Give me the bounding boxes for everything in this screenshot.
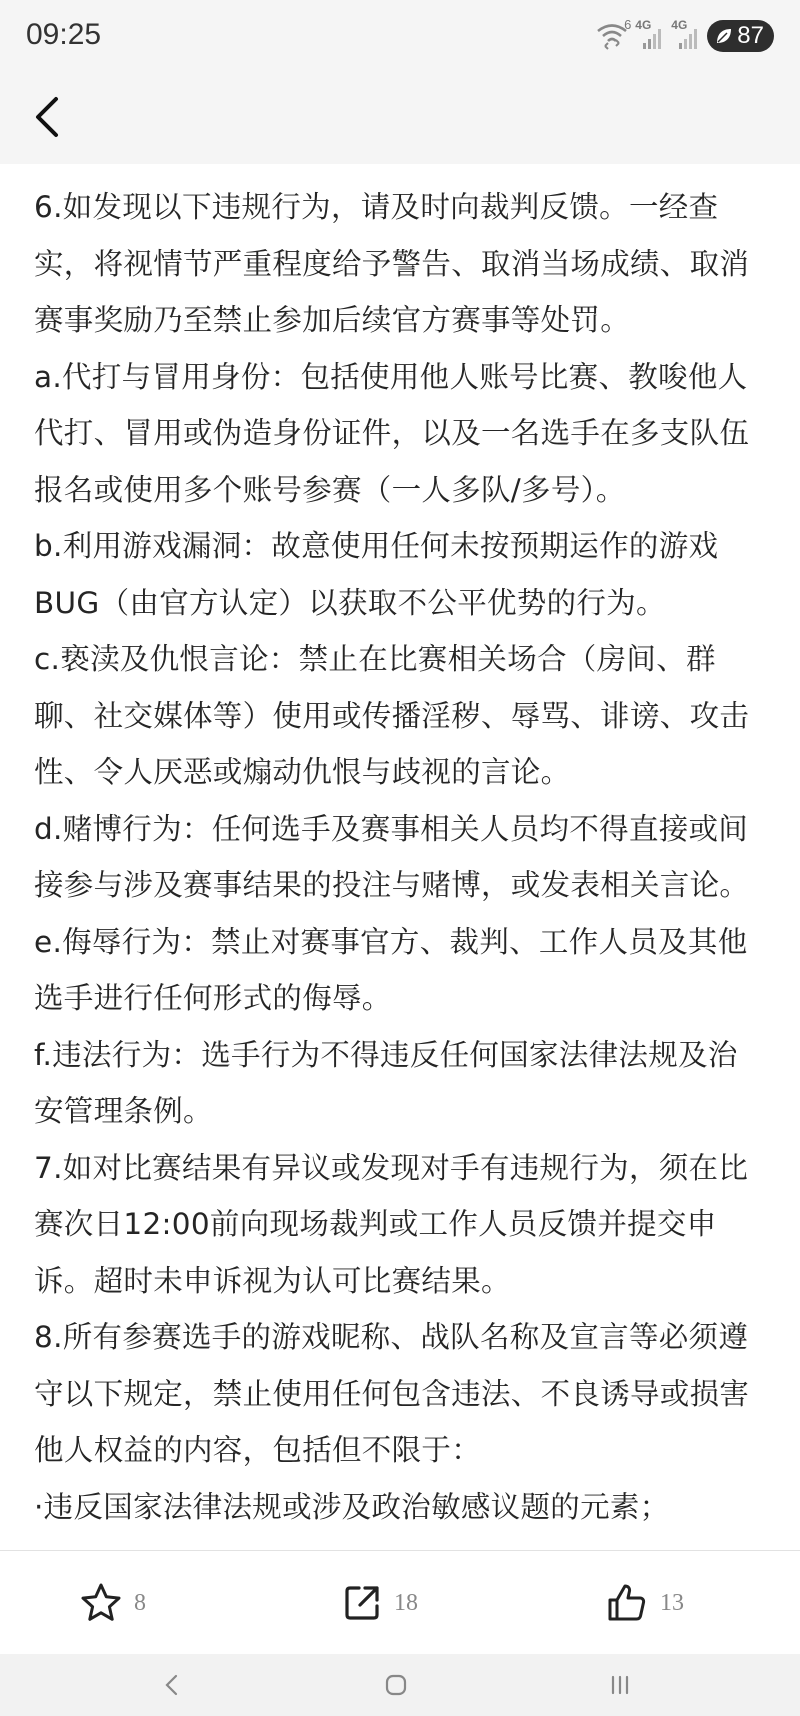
status-bar [0,0,800,72]
share-icon [342,1583,382,1623]
nav-home-button[interactable] [366,1664,426,1706]
like-button[interactable] [606,1575,684,1631]
signal-icon [635,18,665,51]
star-icon [80,1582,122,1624]
thumbs-up-icon [606,1582,648,1624]
signal-icon-2 [671,18,701,51]
nav-back-button[interactable] [142,1664,202,1706]
back-button[interactable] [22,92,72,142]
paragraph-rule-7: 7.如对比赛结果有异议或发现对手有违规行为，须在比赛次日12:00前向现场裁判或工作人员反馈并提交申诉。超时未申诉视为认可比赛结果。 [34,1150,749,1298]
nav-recents-button[interactable] [590,1664,650,1706]
favorite-button[interactable] [80,1575,146,1631]
top-bar [0,72,800,164]
paragraph-rule-8-item: ·违反国家法律法规或涉及政治敏感议题的元素； [34,1489,670,1524]
paragraph-rule-c: c.亵渎及仇恨言论：禁止在比赛相关场合（房间、群聊、社交媒体等）使用或传播淫秽、辱骂、诽谤、攻击性、令人厌恶或煽动仇恨与歧视的言论。 [34,642,750,789]
nav-back-icon [162,1673,182,1697]
share-count: 18 [394,1589,418,1616]
system-nav-bar [0,1654,800,1716]
like-count: 13 [660,1589,684,1616]
share-button[interactable] [342,1575,418,1631]
nav-home-icon [384,1673,408,1697]
paragraph-rule-a: a.代打与冒用身份：包括使用他人账号比赛、教唆他人代打、冒用或伪造身份证件，以及一名选手在多支队伍报名或使用多个账号参赛（一人多队/多号）。 [34,359,750,507]
status-time: 09:25 [26,18,102,51]
paragraph-rule-f: f.违法行为：选手行为不得违反任何国家法律法规及治安管理条例。 [34,1037,738,1128]
wifi-label: 6 [624,17,632,32]
nav-recents-icon [608,1673,632,1697]
wifi-icon [595,17,632,51]
article-body [0,164,800,1535]
paragraph-rule-8: 8.所有参赛选手的游戏昵称、战队名称及宣言等必须遵守以下规定，禁止使用任何包含违法、不良诱导或损害他人权益的内容，包括但不限于： [34,1320,750,1467]
favorite-count: 8 [134,1589,146,1616]
bottom-action-bar [0,1550,800,1655]
paragraph-rule-6: 6.如发现以下违规行为，请及时向裁判反馈。一经查实，将视情节严重程度给予警告、取消当场成绩、取消赛事奖励乃至禁止参加后续官方赛事等处罚。 [34,190,750,337]
chevron-left-icon [30,95,64,139]
status-icons [595,18,774,54]
signal-label-2: 4G [671,18,688,32]
article-content[interactable] [0,164,800,1550]
battery-level: 87 [737,22,764,49]
signal-label: 4G [635,18,652,32]
battery-indicator [707,20,774,52]
paragraph-rule-b: b.利用游戏漏洞：故意使用任何未按预期运作的游戏BUG（由官方认定）以获取不公平优势的行为。 [34,529,719,620]
leaf-icon [715,27,733,45]
paragraph-rule-d: d.赌博行为：任何选手及赛事相关人员均不得直接或间接参与涉及赛事结果的投注与赌博，或发表相关言论。 [34,811,750,902]
paragraph-rule-e: e.侮辱行为：禁止对赛事官方、裁判、工作人员及其他选手进行任何形式的侮辱。 [34,924,748,1015]
